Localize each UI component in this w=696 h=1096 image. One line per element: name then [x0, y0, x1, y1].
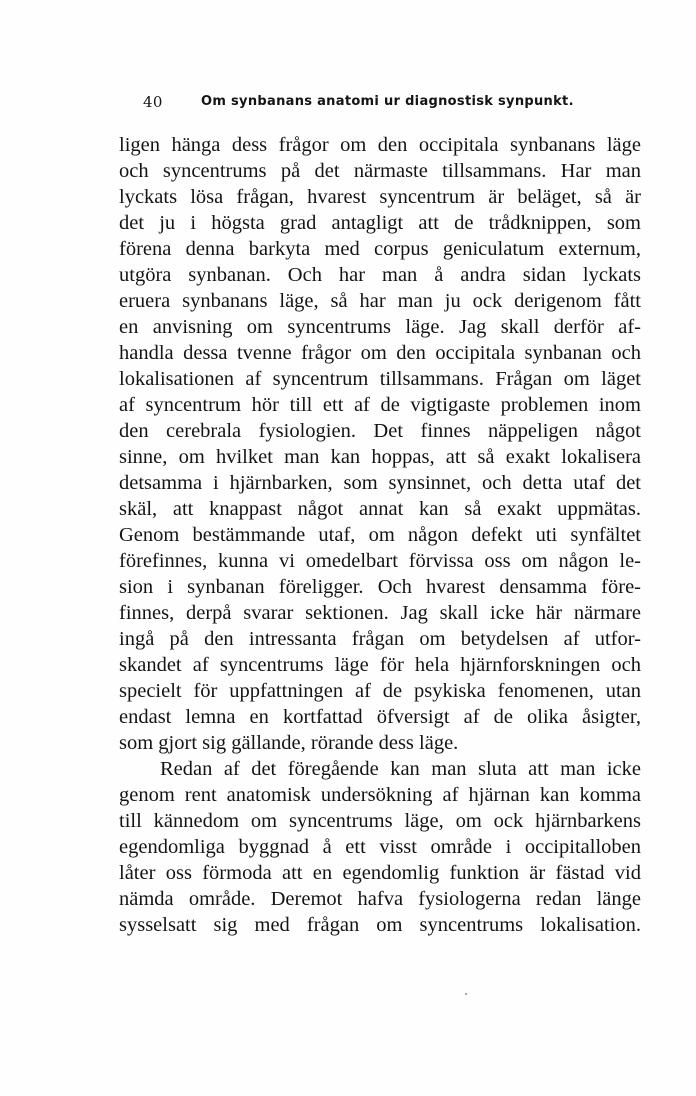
- text-line: endast lemna en kortfattad öfversigt af de olika åsigter,: [119, 706, 641, 728]
- text-line: till kännedom om syncentrums läge, om ock hjärnbarkens: [119, 810, 641, 832]
- text-line: ligen hänga dess frågor om den occipitala synbanans läge: [119, 134, 641, 156]
- text-line: eruera synbanans läge, så har man ju ock derigenom fått: [119, 290, 641, 312]
- paragraph-1: [119, 132, 641, 756]
- text-line: finnes, derpå svarar sektionen. Jag skall icke här närmare: [119, 602, 641, 624]
- text-line: handla dessa tvenne frågor om den occipitala synbanan och: [119, 342, 641, 364]
- text-line: sinne, om hvilket man kan hoppas, att så exakt lokalisera: [119, 446, 641, 468]
- text-line: ingå på den intressanta frågan om betydelsen af utfor-: [119, 628, 641, 650]
- paragraph-2: [119, 756, 641, 938]
- text-line: låter oss förmoda att en egendomlig funktion är fästad vid: [119, 862, 641, 884]
- ink-speck: [465, 993, 467, 995]
- text-line: af syncentrum hör till ett af de vigtigaste problemen inom: [119, 394, 641, 416]
- text-line: och syncentrums på det närmaste tillsammans. Har man: [119, 160, 641, 182]
- text-line: Redan af det föregående kan man sluta att man icke: [160, 758, 641, 780]
- text-line: skandet af syncentrums läge för hela hjärnforskningen och: [119, 654, 641, 676]
- text-line: sion i synbanan föreligger. Och hvarest densamma före-: [119, 576, 641, 598]
- text-line: som gjort sig gällande, rörande dess läge.: [119, 732, 459, 754]
- running-head: Om synbanans anatomi ur diagnostisk synpunkt.: [201, 94, 574, 109]
- text-line: förefinnes, kunna vi omedelbart förvissa oss om någon le-: [119, 550, 641, 572]
- text-line: Genom bestämmande utaf, om någon defekt uti synfältet: [119, 524, 641, 546]
- page-header: [143, 93, 574, 113]
- text-line: den cerebrala fysiologien. Det finnes näppeligen något: [119, 420, 641, 442]
- text-line: utgöra synbanan. Och har man å andra sidan lyckats: [119, 264, 641, 286]
- page-number: 40: [143, 93, 163, 111]
- text-line: genom rent anatomisk undersökning af hjärnan kan komma: [119, 784, 641, 806]
- body-text: [119, 132, 641, 938]
- text-line: specielt för uppfattningen af de psykiska fenomenen, utan: [119, 680, 641, 702]
- text-line: nämda område. Deremot hafva fysiologerna redan länge: [119, 888, 641, 910]
- text-line: egendomliga byggnad å ett visst område i occipitalloben: [119, 836, 641, 858]
- text-line: det ju i högsta grad antagligt att de trådknippen, som: [119, 212, 641, 234]
- text-line: lokalisationen af syncentrum tillsammans. Frågan om läget: [119, 368, 641, 390]
- text-line: detsamma i hjärnbarken, som synsinnet, och detta utaf det: [119, 472, 641, 494]
- text-line: sysselsatt sig med frågan om syncentrums lokalisation.: [119, 914, 641, 936]
- text-line: lyckats lösa frågan, hvarest syncentrum är beläget, så är: [119, 186, 641, 208]
- text-line: en anvisning om syncentrums läge. Jag skall derför af-: [119, 316, 641, 338]
- text-line: förena denna barkyta med corpus geniculatum externum,: [119, 238, 641, 260]
- text-line: skäl, att knappast något annat kan så exakt uppmätas.: [119, 498, 641, 520]
